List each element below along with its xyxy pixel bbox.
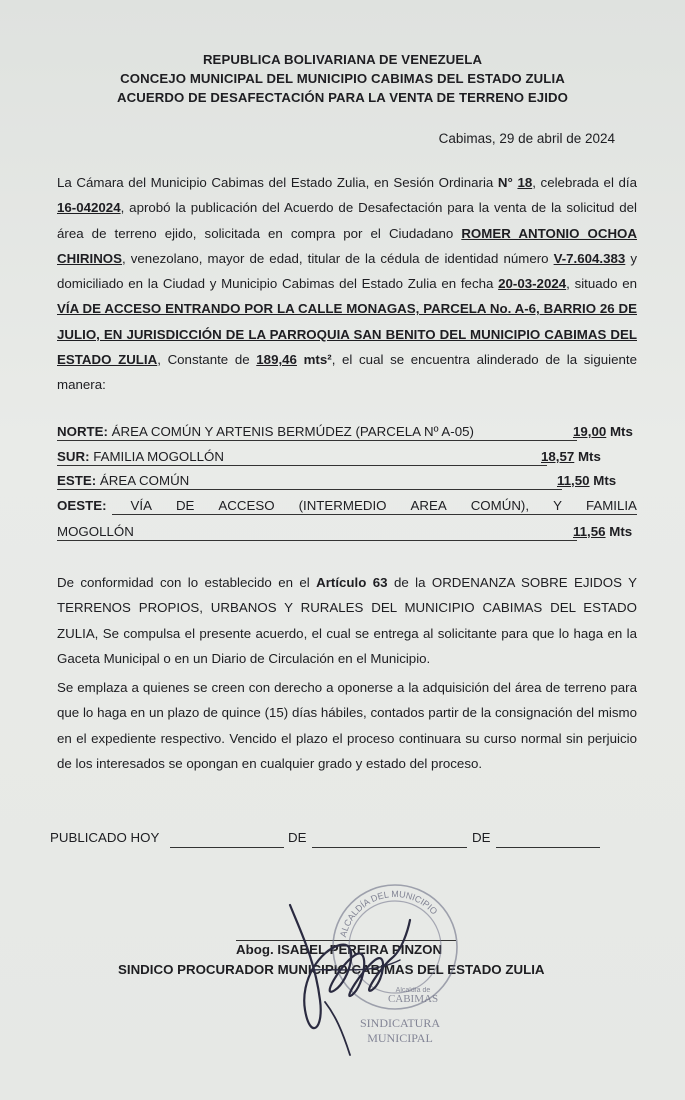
stamp-bottom-1: SINDICATURA [359,1016,441,1030]
intro-text-7: , Constante de [157,352,257,368]
north-underline [57,440,577,441]
stamp-bottom-2: MUNICIPAL [367,1031,433,1045]
parcel-location: VÍA DE ACCESO ENTRANDO POR LA CALLE MONAGAS, PARCELA No. A-6, BARRIO 26 DE JULIO, EN JURISDICCIÓN DE LA PARROQUIA SAN BENITO DEL MUNICIPIO CABIMAS DEL ESTADO ZULIA [57,301,637,368]
boundary-north [57,424,637,444]
header-line-3: ACUERDO DE DESAFECTACIÓN PARA LA VENTA DE TERRENO EJIDO [117,90,568,105]
south-unit: Mts [577,449,601,464]
header-line-1: REPUBLICA BOLIVARIANA DE VENEZUELA [202,52,483,67]
boundary-east [57,473,637,493]
published-blank-year [496,847,600,848]
boundary-west [57,498,637,518]
boundary-west-line2 [57,524,637,544]
west-word-6: COMÚN), [470,498,530,513]
west-word-3: ACCESO [218,498,275,513]
intro-text-8: , el cual se encuentra alinderado de la siguiente manera: [57,352,637,393]
stamp-ring-top: ALCALDÍA DEL MUNICIPIO [338,888,440,939]
session-no-label: N° [497,175,518,190]
published-blank-day [170,847,284,848]
west-measure [573,524,632,539]
published-label: PUBLICADO HOY [50,830,160,845]
west-word-7: Y [553,498,562,513]
signatory-name: Abog. ISABEL PEREIRA PINZON [236,942,443,957]
header-line-2: CONCEJO MUNICIPAL DEL MUNICIPIO CABIMAS DEL ESTADO ZULIA [120,71,565,86]
signatory-title: SINDICO PROCURADOR MUNICIPIO CABIMAS DEL ESTADO ZULIA [118,962,545,977]
request-date: 20-03-2024 [498,276,567,292]
intro-text-5: y domiciliado en la Ciudad y Municipio Cabimas del Estado Zulia en fecha [57,250,638,292]
body-p1-text-a: De conformidad con lo establecido en el [57,575,317,590]
south-value: 18,57 [541,449,575,464]
east-unit: Mts [593,473,617,488]
body-paragraph-1 [57,570,637,671]
article-reference: Artículo 63 [316,575,388,590]
west-word-8: FAMILIA [585,498,637,513]
area-unit: mts² [296,352,332,368]
south-measure [541,449,601,464]
published-de-1: DE [288,830,307,845]
north-text: ÁREA COMÚN Y ARTENIS BERMÚDEZ (PARCELA Nº A-05) [111,424,474,439]
north-measure [573,424,633,439]
north-unit: Mts [609,424,633,439]
south-underline [57,465,547,466]
boundary-south [57,449,637,469]
handwritten-signature [280,890,420,1060]
parcel-area: 189,46 [256,352,297,368]
west-value: 11,56 [573,524,606,539]
south-label: SUR: [57,449,90,464]
west-label: OESTE: [57,498,107,513]
document-date: Cabimas, 29 de abril de 2024 [438,131,615,146]
north-value: 19,00 [573,424,607,439]
west-underline-2 [57,540,577,541]
id-number: V-7.604.383 [553,250,626,266]
intro-text-3: , aprobó la publicación del Acuerdo de Desafectación para la venta de la solicitud del área de terreno ejido, solicitada en compra por el Ciudadano [57,200,637,241]
north-label: NORTE: [57,424,108,439]
intro-text-6: , situado en [566,276,637,292]
east-value: 11,50 [557,473,590,488]
west-word-2: DE [175,498,195,513]
stamp-center-1: Alcaldía de [395,987,431,994]
published-de-2: DE [472,830,491,845]
body-paragraph-2: Se emplaza a quienes se creen con derecho a oponerse a la adquisición del área de terreno para que lo haga en un plazo de quince (15) días hábiles, contados partir de la consignación del mismo en el expediente respectivo. Vencido el plazo el proceso continuara su curso normal sin perjuicio de los interesados se opongan en cualquier grado y estado del proceso. [57,680,637,771]
west-word-5: AREA [410,498,447,513]
west-underline-1 [112,514,637,515]
stamp-center-2: CABIMAS [387,993,439,1005]
west-line-2: MOGOLLÓN [57,524,134,539]
east-underline [57,489,562,490]
session-number: 18 [517,175,533,190]
east-measure [557,473,616,488]
west-word-1: VÍA [130,498,152,513]
west-unit: Mts [609,524,633,539]
east-text: ÁREA COMÚN [99,473,190,488]
intro-text-4: , venezolano, mayor de edad, titular de la cédula de identidad número [122,250,554,266]
east-label: ESTE: [57,473,97,488]
intro-text-2: , celebrada el día [532,175,637,190]
intro-paragraph [57,170,637,398]
west-word-4: (INTERMEDIO [298,498,387,513]
published-blank-month [312,847,467,848]
applicant-name: ROMER ANTONIO OCHOA CHIRINOS [57,225,638,266]
south-text: FAMILIA MOGOLLÓN [93,449,225,464]
body-p1-text-b: de la ORDENANZA SOBRE EJIDOS Y TERRENOS PROPIOS, URBANOS Y RURALES DEL MUNICIPIO CABIMAS DEL ESTADO ZULIA, Se compulsa el presente acuerdo, el cual se entrega al solicitante para que lo haga en la Gaceta Municipal o en un Diario de Circulación en el Municipio. [57,575,637,666]
intro-text-1: La Cámara del Municipio Cabimas del Estado Zulia, en Sesión Ordinaria [57,175,498,190]
session-date: 16-042024 [57,200,121,216]
